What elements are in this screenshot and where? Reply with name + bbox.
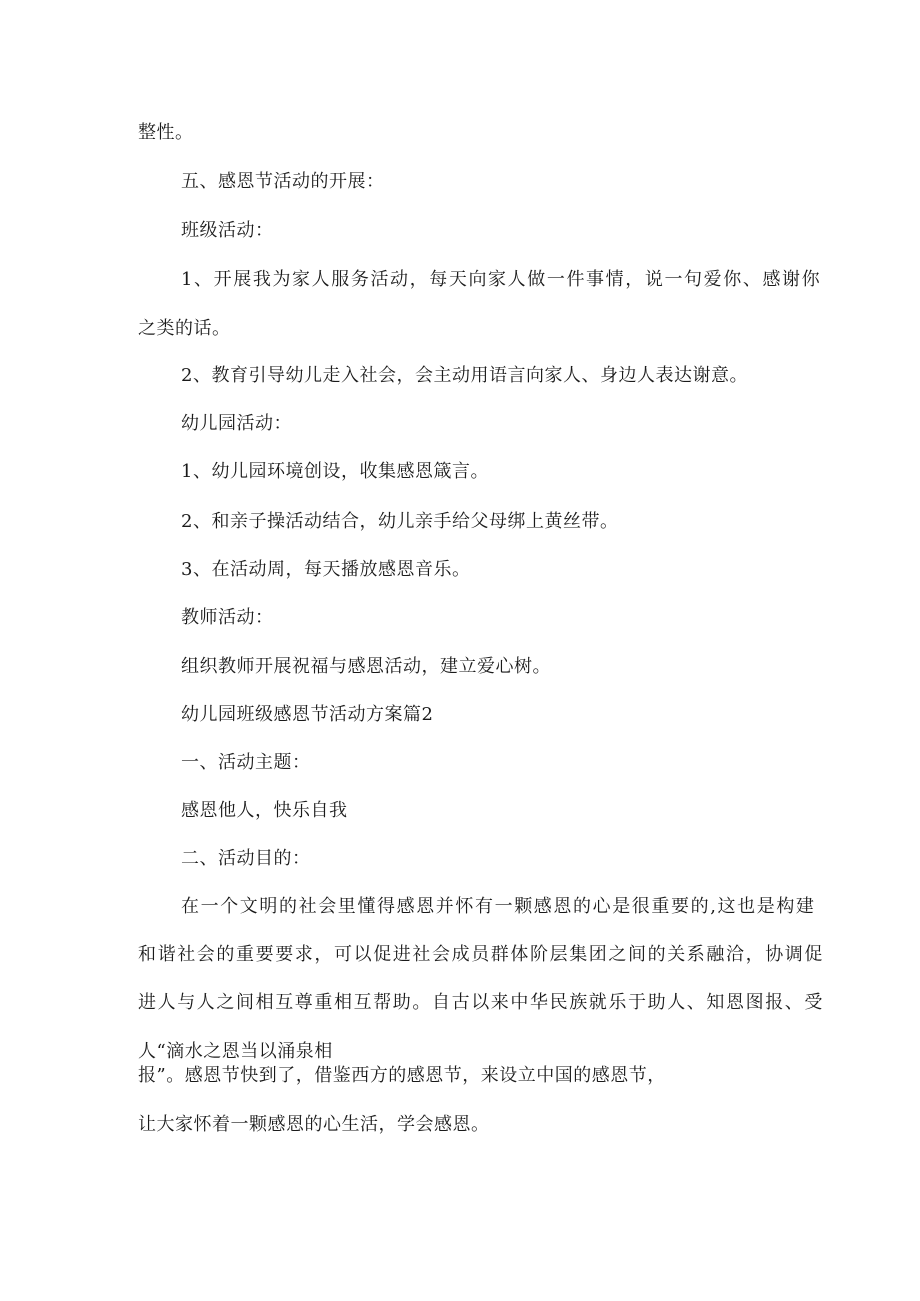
subheading-teacher-activities: 教师活动： [181,607,274,628]
list-item-kindergarten-3: 3、在活动周，每天播放感恩音乐。 [181,559,471,580]
paragraph-theme: 感恩他人，快乐自我 [181,800,348,821]
paragraph-purpose-line-2: 和谐社会的重要要求，可以促进社会成员群体阶层集团之间的关系融洽，协调促 [138,944,824,965]
list-item-class-1-cont: 之类的话。 [138,318,231,339]
paragraph-purpose-line-4: 人“滴水之恩当以涌泉相 [138,1041,333,1062]
section-heading-one: 一、活动主题： [181,752,311,773]
section-title-plan-2: 幼儿园班级感恩节活动方案篇2 [181,704,434,725]
list-item-kindergarten-2: 2、和亲子操活动结合，幼儿亲手给父母绑上黄丝带。 [181,511,619,532]
section-heading-two: 二、活动目的： [181,848,311,869]
subheading-class-activities: 班级活动： [181,220,274,241]
paragraph-purpose-line-6: 让大家怀着一颗感恩的心生活，学会感恩。 [138,1114,490,1135]
list-item-class-2: 2、教育引导幼儿走入社会，会主动用语言向家人、身边人表达谢意。 [181,365,748,386]
paragraph-purpose-line-1: 在一个文明的社会里懂得感恩并怀有一颗感恩的心是很重要的,这也是构建 [181,896,816,917]
section-heading-five: 五、感恩节活动的开展： [181,171,385,192]
subheading-kindergarten-activities: 幼儿园活动： [181,413,292,434]
text-line-continuation: 整性。 [138,122,194,143]
paragraph-purpose-line-3: 进人与人之间相互尊重相互帮助。自古以来中华民族就乐于助人、知恩图报、受 [138,992,824,1013]
paragraph-teacher-activities: 组织教师开展祝福与感恩活动，建立爱心树。 [181,656,551,677]
paragraph-purpose-line-5: 报”。感恩节快到了，借鉴西方的感恩节，来设立中国的感恩节， [138,1065,666,1086]
list-item-kindergarten-1: 1、幼儿园环境创设，收集感恩箴言。 [181,461,489,482]
list-item-class-1: 1、开展我为家人服务活动，每天向家人做一件事情，说一句爱你、感谢你 [181,269,822,290]
